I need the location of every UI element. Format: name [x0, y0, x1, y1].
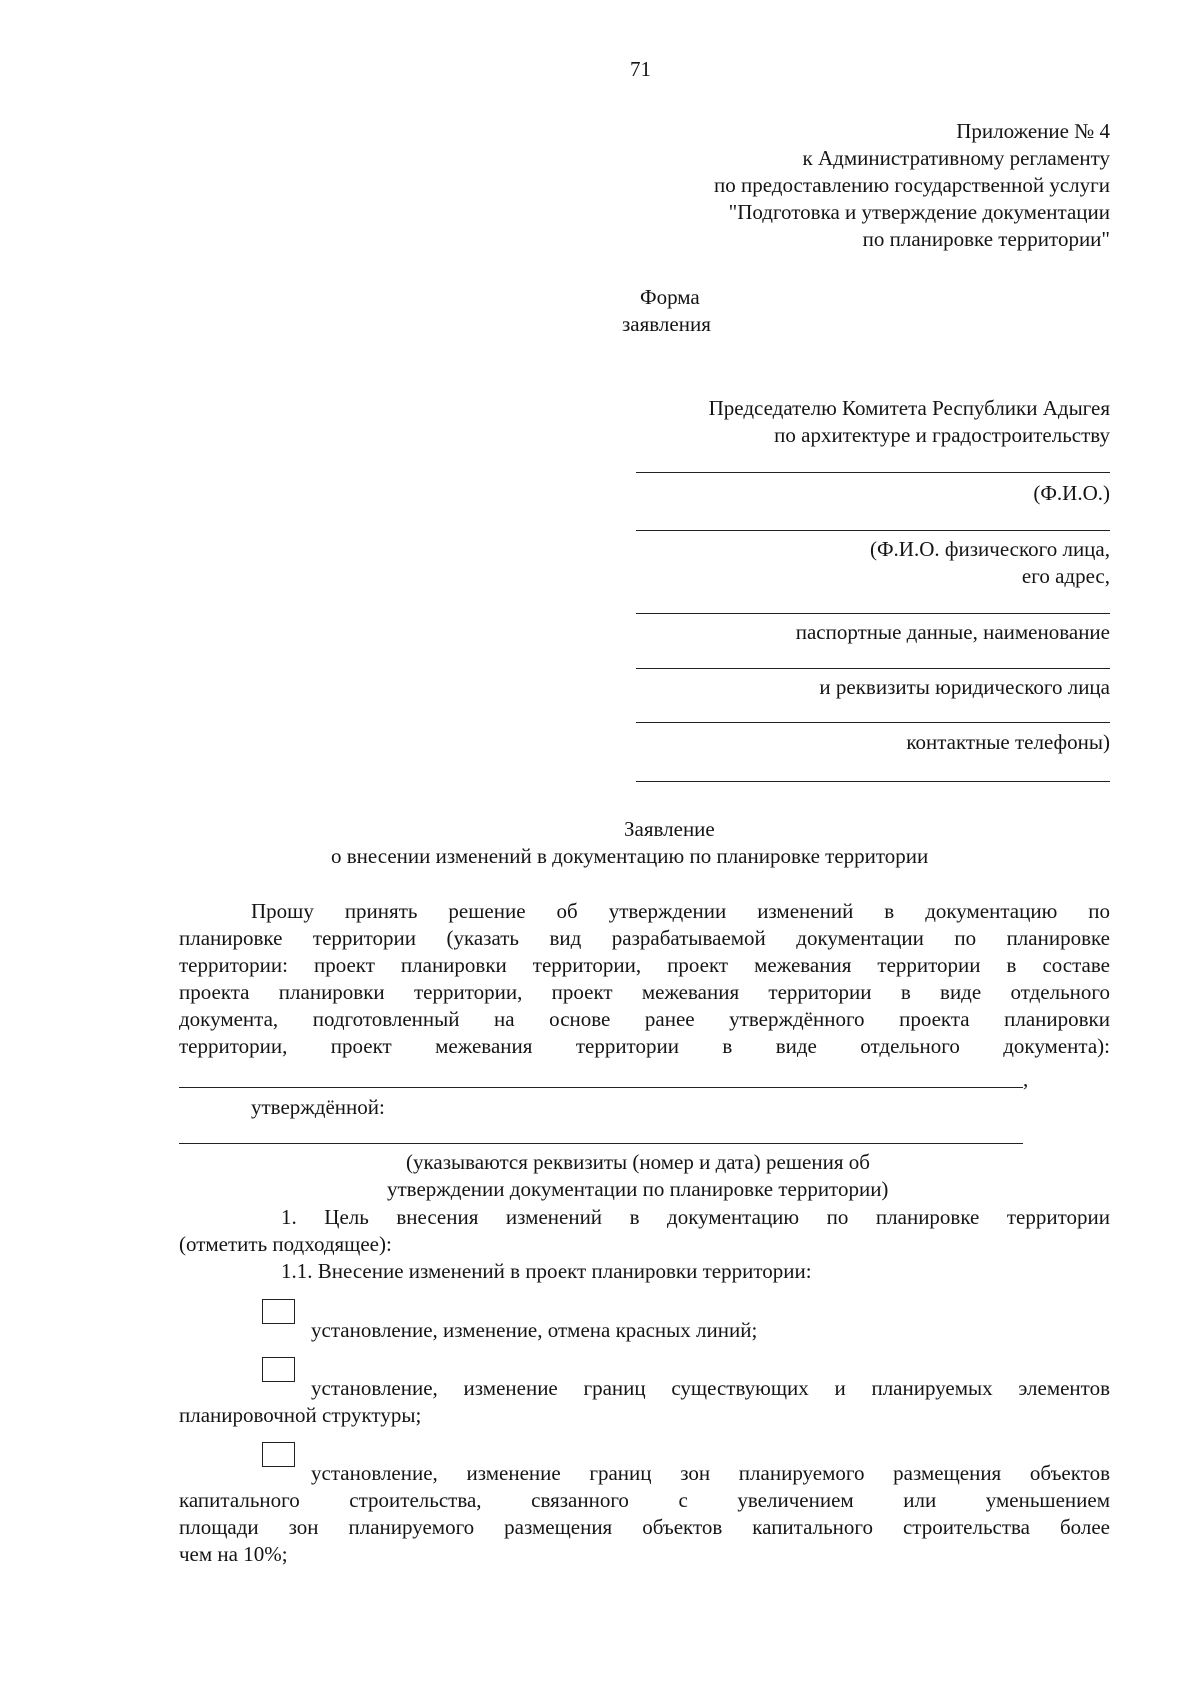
page-number: 71 [630, 57, 651, 81]
option-3-line-1: установление, изменение границ зон планируемого размещения объектов [311, 1461, 1110, 1485]
applicant-blank-line-1[interactable] [636, 530, 1110, 531]
applicant-blank-line-3[interactable] [636, 668, 1110, 669]
document-subtitle: о внесении изменений в документацию по планировке территории [331, 844, 929, 868]
option-2-line-1: установление, изменение границ существующих и планируемых элементов [311, 1376, 1110, 1400]
paragraph-1-line-2: планировке территории (указать вид разрабатываемой документации по планировке [179, 926, 1110, 950]
appendix-line-1: Приложение № 4 [956, 119, 1110, 143]
requisites-caption-2: утверждении документации по планировке территории) [387, 1177, 889, 1201]
applicant-caption-4: и реквизиты юридического лица [819, 675, 1110, 699]
approved-blank-line[interactable] [179, 1143, 1023, 1144]
trailing-comma: , [1023, 1067, 1029, 1091]
applicant-caption-3: паспортные данные, наименование [795, 620, 1110, 644]
red-lines-checkbox[interactable] [262, 1299, 295, 1324]
appendix-line-5: по планировке территории" [862, 227, 1110, 251]
item-1-1: 1.1. Внесение изменений в проект планировки территории: [281, 1259, 812, 1283]
addressee-line-2: по архитектуре и градостроительству [774, 423, 1110, 447]
paragraph-1-line-3: территории: проект планировки территории, проект межевания территории в составе [179, 953, 1110, 977]
addressee-line-1: Председателю Комитета Республики Адыгея [708, 396, 1110, 420]
paragraph-1-line-1: Прошу принять решение об утверждении изменений в документацию по [251, 899, 1110, 923]
applicant-caption-1: (Ф.И.О. физического лица, [869, 537, 1110, 561]
requisites-caption-1: (указываются реквизиты (номер и дата) решения об [406, 1150, 870, 1174]
option-3-line-4: чем на 10%; [179, 1542, 288, 1566]
paragraph-1-line-4: проекта планировки территории, проект межевания территории в виде отдельного [179, 980, 1110, 1004]
appendix-line-3: по предоставлению государственной услуги [714, 173, 1110, 197]
documentation-type-blank-line[interactable] [179, 1087, 1023, 1088]
applicant-blank-line-2[interactable] [636, 613, 1110, 614]
option-3-line-3: площади зон планируемого размещения объектов капитального строительства более [179, 1515, 1110, 1539]
option-3-line-2: капитального строительства, связанного с увеличением или уменьшением [179, 1488, 1110, 1512]
document-title: Заявление [624, 817, 715, 841]
form-label-line-1: Форма [640, 285, 700, 309]
applicant-blank-line-4[interactable] [636, 722, 1110, 723]
applicant-caption-2: его адрес, [1021, 564, 1110, 588]
fio-blank-line[interactable] [636, 472, 1110, 473]
applicant-caption-5: контактные телефоны) [906, 730, 1110, 754]
option-2-line-2: планировочной структуры; [179, 1403, 422, 1427]
capital-construction-zones-checkbox[interactable] [262, 1442, 295, 1467]
fio-caption: (Ф.И.О.) [1033, 481, 1110, 505]
option-1-text: установление, изменение, отмена красных линий; [311, 1318, 758, 1342]
applicant-blank-line-5[interactable] [636, 781, 1110, 782]
item-1-line-1: 1. Цель внесения изменений в документацию по планировке территории [281, 1205, 1110, 1229]
paragraph-1-line-6: территории, проект межевания территории в виде отдельного документа): [179, 1034, 1110, 1058]
appendix-line-2: к Административному регламенту [802, 146, 1110, 170]
appendix-line-4: "Подготовка и утверждение документации [728, 200, 1110, 224]
paragraph-1-line-5: документа, подготовленный на основе ранее утверждённого проекта планировки [179, 1007, 1110, 1031]
form-label-line-2: заявления [622, 312, 711, 336]
planning-structure-checkbox[interactable] [262, 1357, 295, 1382]
approved-label: утверждённой: [251, 1095, 385, 1119]
item-1-line-2: (отметить подходящее): [179, 1232, 392, 1256]
